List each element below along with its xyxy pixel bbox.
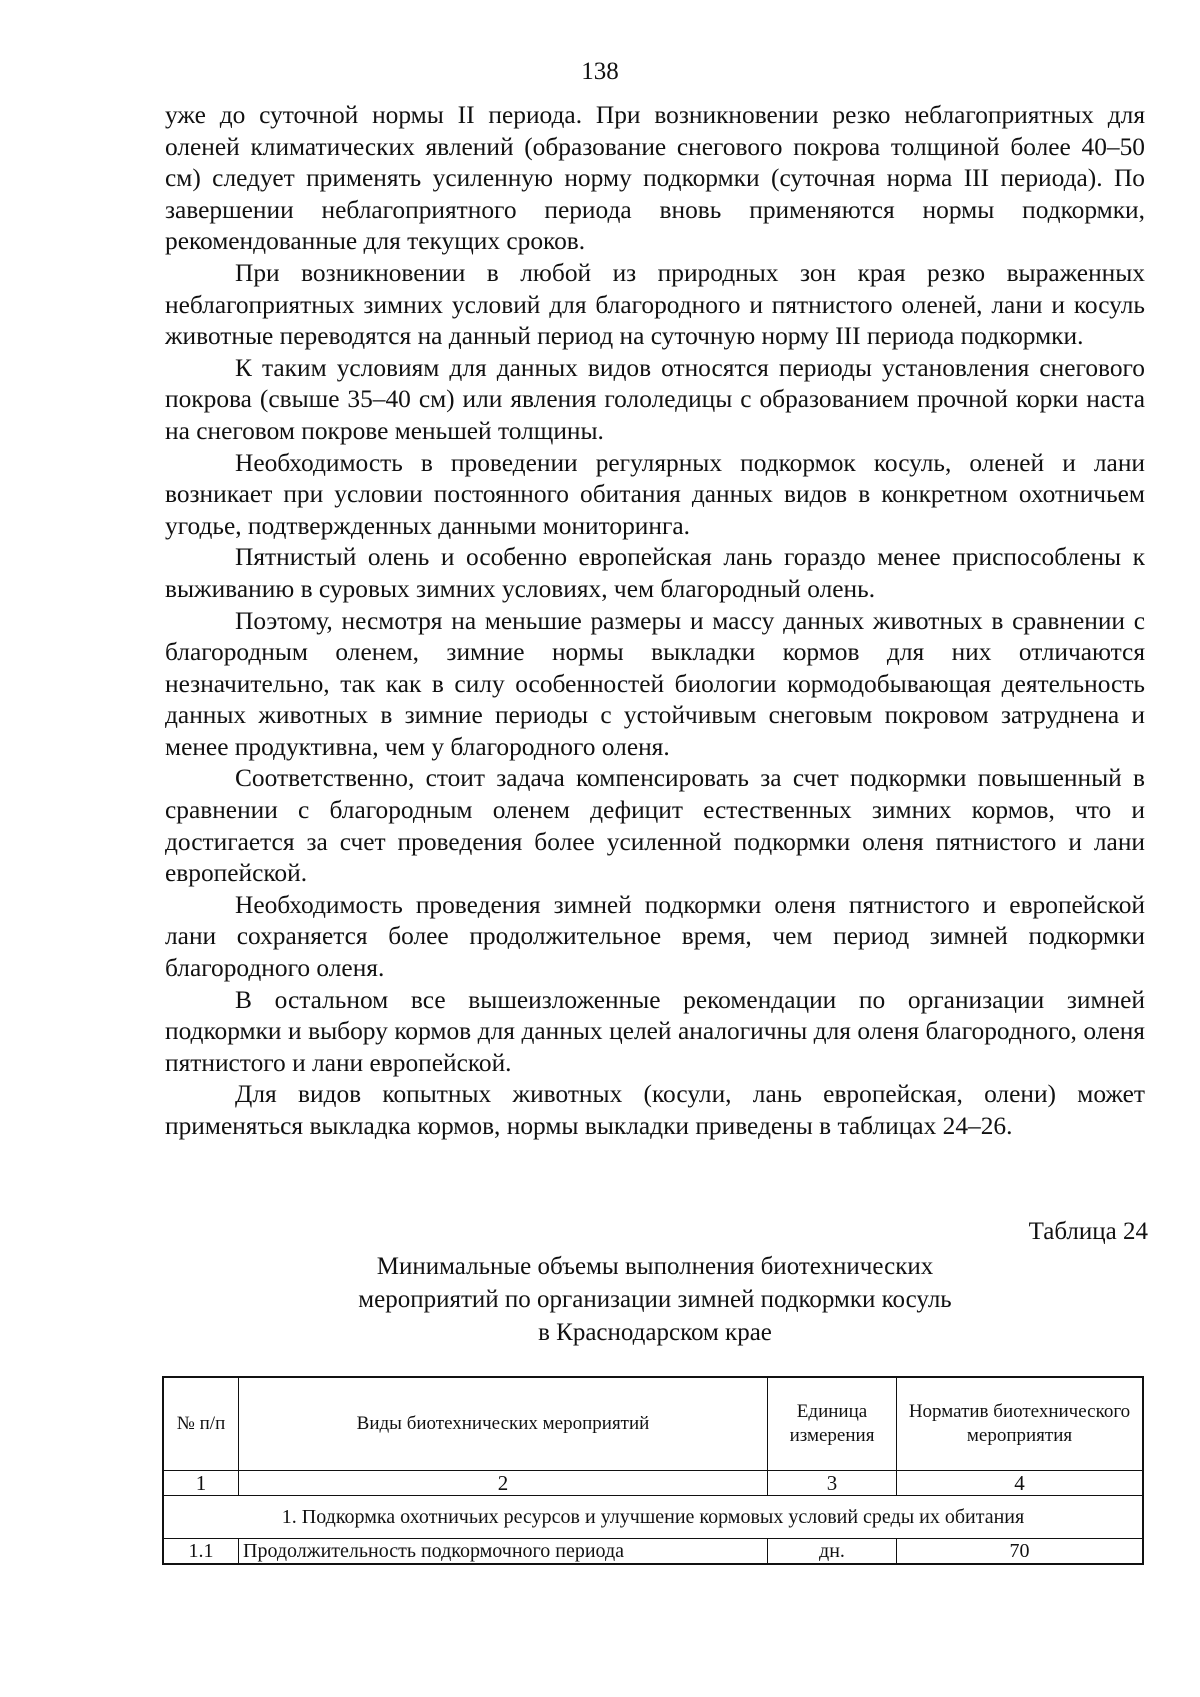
table-title-line: Минимальные объемы выполнения биотехнических	[376, 1253, 934, 1280]
column-numbers-row	[163, 1471, 1143, 1496]
column-number: 2	[239, 1471, 768, 1496]
header-unit: Единица измерения	[768, 1377, 897, 1471]
table-title-line: мероприятий по организации зимней подкормки косуль	[358, 1286, 952, 1313]
paragraph: Необходимость проведения зимней подкормки оленя пятнистого и европейской лани сохраняется более продолжительное время, чем период зимней подкормки благородного оленя.	[165, 890, 1145, 983]
section-title: 1. Подкормка охотничьих ресурсов и улучшение кормовых условий среды их обитания	[163, 1496, 1143, 1539]
paragraph: Для видов копытных животных (косули, лань европейская, олени) может применяться выкладка кормов, нормы выкладки приведены в таблицах 24–26.	[165, 1080, 1145, 1140]
header-activity: Виды биотехнических мероприятий	[239, 1377, 768, 1471]
column-number: 1	[163, 1471, 239, 1496]
row-number: 1.1	[163, 1539, 239, 1565]
paragraph: Поэтому, несмотря на меньшие размеры и массу данных животных в сравнении с благородным оленем, зимние нормы выкладки кормов для них отличаются незначительно, так как в силу особенностей биологии кормодобывающая деятельность данных животных в зимние периоды с устойчивым снеговым покровом затруднена и менее продуктивна, чем у благородного оленя.	[165, 606, 1145, 761]
header-number: № п/п	[163, 1377, 239, 1471]
table-header-row	[163, 1377, 1143, 1471]
paragraph: При возникновении в любой из природных зон края резко выраженных неблагоприятных зимних условий для благородного и пятнистого оленей, лани и косуль животные переводятся на данный период на суточную норму III периода подкормки.	[165, 258, 1145, 351]
section-row	[163, 1496, 1143, 1539]
column-number: 3	[768, 1471, 897, 1496]
paragraph: Необходимость в проведении регулярных подкормок косуль, оленей и лани возникает при условии постоянного обитания данных видов в конкретном охотничьем угодье, подтвержденных данными мониторинга.	[165, 448, 1145, 540]
paragraph: В остальном все вышеизложенные рекомендации по организации зимней подкормки и выбору кормов для данных целей аналогичны для оленя благородного, оленя пятнистого и лани европейской.	[165, 985, 1145, 1077]
paragraph: уже до суточной нормы II периода. При возникновении резко неблагоприятных для оленей климатических явлений (образование снегового покрова толщиной более 40–50 см) следует применять усиленную норму подкормки (суточная норма III периода). По завершении неблагоприятного периода вновь применяются нормы подкормки, рекомендованные для текущих сроков.	[165, 101, 1145, 256]
table-title-line: в Краснодарском крае	[538, 1319, 772, 1346]
table-row	[163, 1539, 1143, 1565]
column-number: 4	[897, 1471, 1144, 1496]
row-activity: Продолжительность подкормочного периода	[239, 1539, 768, 1565]
paragraph: Пятнистый олень и особенно европейская лань гораздо менее приспособлены к выживанию в суровых зимних условиях, чем благородный олень.	[165, 543, 1145, 603]
paragraph: К таким условиям для данных видов относятся периоды установления снегового покрова (свыше 35–40 см) или явления гололедицы с образованием прочной корки наста на снеговом покрове меньшей толщины.	[165, 353, 1145, 445]
paragraph: Соответственно, стоит задача компенсировать за счет подкормки повышенный в сравнении с благородным оленем дефицит естественных зимних кормов, что и достигается за счет проведения более усиленной подкормки оленя пятнистого и лани европейской.	[165, 764, 1145, 888]
row-norm: 70	[897, 1539, 1144, 1565]
data-table	[162, 1376, 1144, 1565]
row-unit: дн.	[768, 1539, 897, 1565]
body-text	[165, 100, 1145, 1143]
header-norm: Норматив биотехнического мероприятия	[897, 1377, 1144, 1471]
table-label: Таблица 24	[1028, 1218, 1148, 1245]
page-number: 138	[581, 58, 619, 85]
table-title	[165, 1250, 1145, 1349]
